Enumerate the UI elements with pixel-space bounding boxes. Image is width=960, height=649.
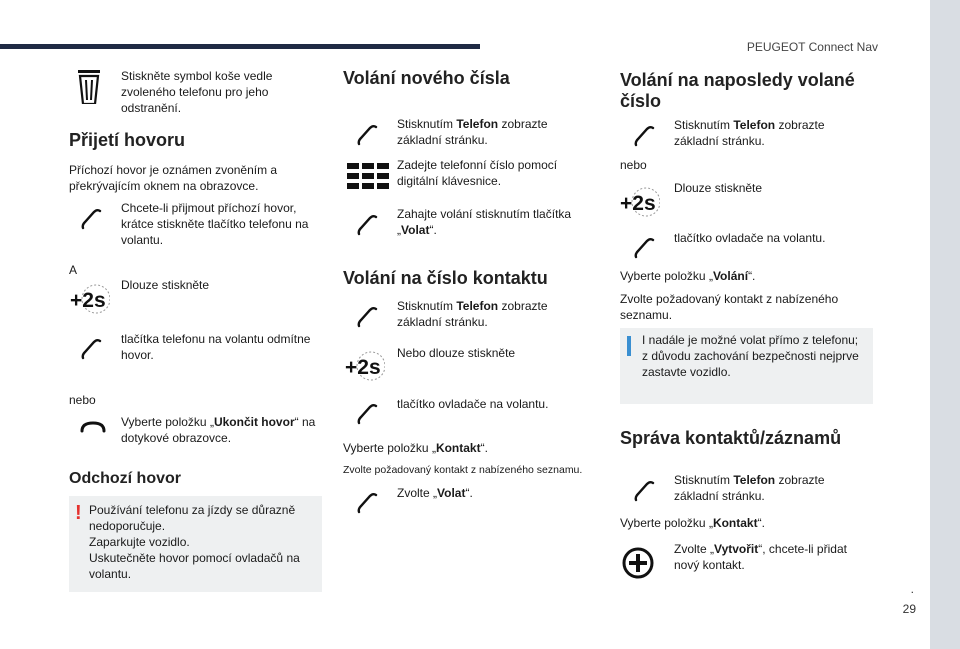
hold-2s-label: +2s <box>70 289 106 312</box>
heading-prijeti-hovoru: Přijetí hovoru <box>69 130 186 150</box>
heading-odchozi-hovor: Odchozí hovor <box>69 470 181 487</box>
nebo-label: nebo <box>69 393 96 407</box>
phone-icon <box>356 214 378 236</box>
phone-icon <box>633 480 655 502</box>
phone-icon <box>356 403 378 425</box>
last-call-step1: Stisknutím Telefon zobrazte základní stránku. <box>674 118 825 148</box>
new-call-step3: Zahajte volání stisknutím tlačítka „Volat“. <box>397 207 572 237</box>
info-text: I nadále je možné volat přímo z telefonu; z důvodu zachování bezpečnosti nejprve zastavte vozidlo. <box>642 333 859 379</box>
manage-step1: Stisknutím Telefon zobrazte základní stránku. <box>674 473 825 503</box>
last-call-step3: tlačítko ovladače na volantu. <box>674 231 826 245</box>
header-rule <box>0 44 480 49</box>
trash-instruction: Stiskněte symbol koše vedle zvoleného telefonu pro jeho odstranění. <box>121 69 273 115</box>
warning-text: Používání telefonu za jízdy se důrazně nedoporučuje. Zaparkujte vozidlo. Uskutečněte hovor pomocí ovladačů na volantu. <box>89 503 300 581</box>
hold-2s-label: +2s <box>620 192 656 215</box>
heading-volani-kontaktu: Volání na číslo kontaktu <box>343 268 548 288</box>
page-marker: . <box>910 582 914 596</box>
warning-box <box>69 496 322 592</box>
heading-naposledy-volane: Volání na naposledy volané číslo <box>620 70 855 111</box>
accept-call-text: Chcete-li přijmout příchozí hovor, krátce stiskněte tlačítko telefonu na volantu. <box>121 201 309 247</box>
heading-sprava-kontaktu: Správa kontaktů/záznamů <box>620 428 842 448</box>
last-call-step4: Vyberte položku „Volání“. <box>620 269 756 283</box>
hold-2s-icon <box>345 351 385 381</box>
phone-icon <box>356 492 378 514</box>
end-call-text: Vyberte položku „Ukončit hovor“ na dotykové obrazovce. <box>121 415 316 445</box>
prijeti-intro: Příchozí hovor je oznámen zvoněním a překrývajícím oknem na obrazovce. <box>69 163 278 193</box>
nebo-label-2: nebo <box>620 158 647 172</box>
contact-step2: Nebo dlouze stiskněte <box>397 346 516 360</box>
phone-icon <box>80 338 102 360</box>
hold-2s-icon <box>70 284 110 314</box>
plus-circle-icon <box>622 547 654 579</box>
new-call-step2: Zadejte telefonní číslo pomocí digitální klávesnice. <box>397 158 558 188</box>
last-call-step2: Dlouze stiskněte <box>674 181 763 195</box>
label-a: A <box>69 263 78 277</box>
info-icon <box>627 336 631 356</box>
contact-step6: Zvolte „Volat“. <box>397 486 473 500</box>
trash-icon <box>78 70 100 104</box>
hang-up-icon <box>80 420 106 434</box>
reject-call-text: tlačítka telefonu na volantu odmítne hovor. <box>121 332 311 362</box>
info-box <box>620 328 873 404</box>
warning-icon: ! <box>75 502 82 524</box>
brand-header: PEUGEOT Connect Nav <box>746 40 878 54</box>
contact-step3: tlačítko ovladače na volantu. <box>397 397 549 411</box>
phone-icon <box>356 124 378 146</box>
manage-step3: Zvolte „Vytvořit“, chcete-li přidat nový kontakt. <box>674 542 847 572</box>
hold-text: Dlouze stiskněte <box>121 278 210 292</box>
new-call-step1: Stisknutím Telefon zobrazte základní stránku. <box>397 117 548 147</box>
page-edge-strip <box>930 0 960 649</box>
phone-icon <box>356 306 378 328</box>
last-call-step5: Zvolte požadovaný kontakt z nabízeného seznamu. <box>620 292 839 322</box>
contact-step1: Stisknutím Telefon zobrazte základní stránku. <box>397 299 548 329</box>
hold-2s-icon <box>620 187 660 217</box>
hold-2s-label: +2s <box>345 356 381 379</box>
keypad-icon <box>347 163 389 189</box>
phone-icon <box>80 208 102 230</box>
heading-volani-noveho-cisla: Volání nového čísla <box>343 68 510 88</box>
contact-step4: Vyberte položku „Kontakt“. <box>343 441 488 455</box>
manage-step2: Vyberte položku „Kontakt“. <box>620 516 765 530</box>
phone-icon <box>633 237 655 259</box>
contact-step5: Zvolte požadovaný kontakt z nabízeného seznamu. <box>343 464 583 476</box>
phone-icon <box>633 125 655 147</box>
page-number: 29 <box>902 602 916 616</box>
